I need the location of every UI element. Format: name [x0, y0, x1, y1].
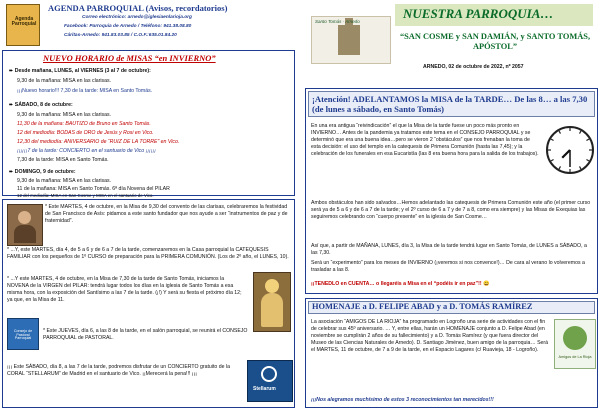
atencion-p1: En una era antigua “reivindicación” el que la Misa de la tarde fuese un poco más pronto en INVIERNO… Antes de la pandemia ya tratamos este tema en el CONSEJO PARROQUIAL y se determinó que era una buena idea…pero se vieron 2 “obstáculos” que nos frenaban la toma de esta decisión: el uso del templo en la catequesis de Primera Comunión (hasta las 7,45); y la celebración de los funerales en esa Eucaristía (las 8 era buena hora para la salida de los trabajos).: [311, 123, 539, 157]
consejo-logo: [7, 318, 39, 350]
san-francisco-image: [7, 204, 43, 246]
horario-item: ➨ SÁBADO, 8 de octubre:: [9, 102, 73, 108]
agenda-logo: [6, 4, 40, 46]
stellarum-logo-text: Stellarum: [253, 386, 276, 392]
left-header: [2, 0, 295, 50]
homenaje-p1: La asociación “AMIGOS DE LA RIOJA” ha programado en Logroño una serie de actividades con el fin de celebrar sus 45º aniversario. … Y, entre ellas, harán un HOMENAJE conjunto a D. Felipe Abad (en noviembre se cumplirán 2 años de su fallecimiento) y a D. Tomás Ramírez (y que fuera director del Museo de las Ciencias Naturales de Arnedo). D. Santiago Jiménez, buen amigo de la parroquia… Será el MARTES, 11 de octubre, de 7 a 9 de la tarde, en el Espacio Lagares (c/ Ruavieja, 18 - Logroño).: [311, 319, 549, 353]
agenda-logo-text: Agenda Parroquial: [11, 16, 37, 27]
horario-item: 9,30 de la mañana: MISA en las clarisas.: [17, 112, 112, 118]
left-page: [2, 0, 295, 408]
horario-item: 12,30 del mediodía: ANIVERSARIO de “RUIZ DE LA TORRE” en Vico.: [17, 139, 180, 145]
parroquia-date: ARNEDO, 02 de octubre de 2022, nº 2057: [423, 64, 524, 70]
atencion-box: [305, 88, 598, 294]
homenaje-box: [305, 298, 598, 408]
horario-item: 12 del mediodía: BODAS de ORO de Jesús y Rosi en Vico.: [17, 130, 154, 136]
right-page: [305, 0, 598, 408]
agenda-title: AGENDA PARROQUIAL (Avisos, recordatorios): [48, 3, 228, 13]
agenda-line-facebook: Facebook: Parroquia de Arnedo / Teléfono: 941.38.08.80: [64, 24, 192, 29]
clock-icon: [544, 124, 596, 176]
horario-item: ¡¡¡¡¡¡7 de la tarde: CONCIERTO en el santuario de Vico ¡¡¡¡¡¡: [17, 148, 156, 154]
horario-item: ➨ Desde mañana, LUNES, al VIERNES (3 al 7 de octubre):: [9, 68, 151, 74]
consejo-logo-text: Consejo de Pastoral Parroquial: [13, 329, 33, 341]
atencion-p2: Ambos obstáculos han sido salvados…Hemos adelantado las catequesis de Primera Comunión este año (el primer curso será ya de 5 a 6 y de 6 a 7 de la tarde; y el 2º curso de 6 a 7 y de 7 a 8, como era siempre) y las Misas de Exequias las seguiremos celebrando con “cuerpo presente” en la iglesia de San Cosme…: [311, 200, 591, 220]
atencion-p3: Así que, a partir de MAÑANA, LUNES, día 3, la Misa de la tarde tendrá lugar en Santo Tomás, de LUNES a SÁBADO, a las 7,30.: [311, 243, 587, 256]
aviso-concierto: ¡¡¡ Este SÁBADO, día 8, a las 7 de la tarde, podremos disfrutar de un CONCIERTO gratuito de la CORAL “STELLARUM” de Madrid en el santuario de Vico. ¡¡Merecerá la pena!!! ¡¡¡: [7, 364, 230, 377]
agenda-line-email: Correo electrónico: arnedo@iglesiaenlarioja.org: [82, 15, 192, 20]
horario-item: 9,30 de la mañana: MISA en las clarisas.: [17, 178, 112, 184]
homenaje-p2: ¡¡¡Nos alegramos muchísimo de estos 3 reconocimientos tan merecidos!!!: [311, 397, 494, 403]
amigos-rioja-logo: [554, 319, 596, 369]
parroquia-logo-text: Santo Tomás · Arnedo: [315, 19, 360, 24]
atencion-p4: Será un “experimento” para los meses de INVIERNO (¡veremos si nos convence!)… De cara al verano lo volveremos a trasladar a las 8.: [311, 260, 585, 273]
horario-item: ➨ DOMINGO, 9 de octubre:: [9, 169, 76, 175]
atencion-title: ¡Atención! ADELANTAMOS la MISA de la TARDE… De las 8… a las 7,30 (de lunes a sábado, en Santo Tomás): [312, 94, 588, 114]
aviso-catequesis: * ...Y, este MARTES, día 4, de 5 a 6 y de 6 a 7 de la tarde, comenzaremos en la Casa parroquial la CATEQUESIS FAMILIAR con los pequeños de 1º CURSO de preparación para la PRIMERA COMUNIÓN. (Los de 2º año, el LUNES, 10).: [7, 247, 289, 260]
atencion-p5: ¡¡TENEDLO en CUENTA… o llegaréis a Misa en el “podéis ir en paz”!! 😀: [311, 281, 490, 287]
homenaje-title: HOMENAJE a D. FELIPE ABAD y a D. TOMÁS RAMÍREZ: [312, 302, 533, 311]
horario-item: 7,30 de la tarde: MISA en Santo Tomás.: [17, 157, 109, 163]
agenda-line-caritas: Cáritas-Arnedo: 941.83.03.85 / C.O.F.:635.01.84.20: [64, 33, 177, 38]
horario-title: NUEVO HORARIO de MISAS “en INVIERNO”: [43, 53, 216, 63]
parroquia-subtitle: “SAN COSME y SAN DAMIÁN, y SANTO TOMÁS, APÓSTOL”: [399, 32, 591, 51]
parroquia-logo: [311, 16, 391, 64]
horario-item: 9,30 de la mañana: MISA en las clarisas.: [17, 78, 112, 84]
aviso-san-francisco: * Este MARTES, 4 de octubre, en la Misa de 9,30 del convento de las clarisas, celebraremos la festividad de San Francisco de Asís: pidamos a este santo fundador que nos ayude a ser “instrumentos de paz y de fraternidad”.: [45, 204, 288, 224]
horario-item: 11 de la mañana: MISA en Santo Tomás. 6ª día Novena del PILAR: [17, 186, 170, 192]
aviso-novena: * ...Y este MARTES, 4 de octubre, en la Misa de 7,30 de la tarde de Santo Tomás, iniciamos la NOVENA de la VIRGEN del PILAR: tendrá lugar todos los días en la iglesia de Santo Tomás a esa misma hora, con la exposición del Santísimo a las 7 de la tarde. (¡!) Y será su fiesta el próximo día 12; ya que, en la Misa de 11.: [7, 276, 242, 303]
right-header: [305, 0, 598, 86]
amigos-rioja-logo-text: Amigos de La Rioja: [558, 355, 592, 359]
parroquia-title: NUESTRA PARROQUIA…: [403, 6, 554, 21]
virgen-pilar-image: [253, 272, 291, 332]
horario-item: ¡¡¡Nuevo horario!!! 7,30 de la tarde: MISA en Santo Tomás.: [17, 88, 153, 94]
horario-item: 12 del mediodía: MISA en San Cosme y MISA en el santuario de Vico.: [17, 193, 154, 198]
avisos-box: [2, 199, 295, 408]
horario-box: [2, 50, 295, 196]
horario-item: 11,30 de la mañana: BAUTIZO de Bruno en Santo Tomás.: [17, 121, 151, 127]
aviso-consejo: * Este JUEVES, día 6, a las 8 de la tarde, en el salón parroquial, se reunirá el CONSEJO PARROQUIAL de PASTORAL.: [43, 328, 248, 341]
stellarum-logo: [247, 360, 293, 402]
